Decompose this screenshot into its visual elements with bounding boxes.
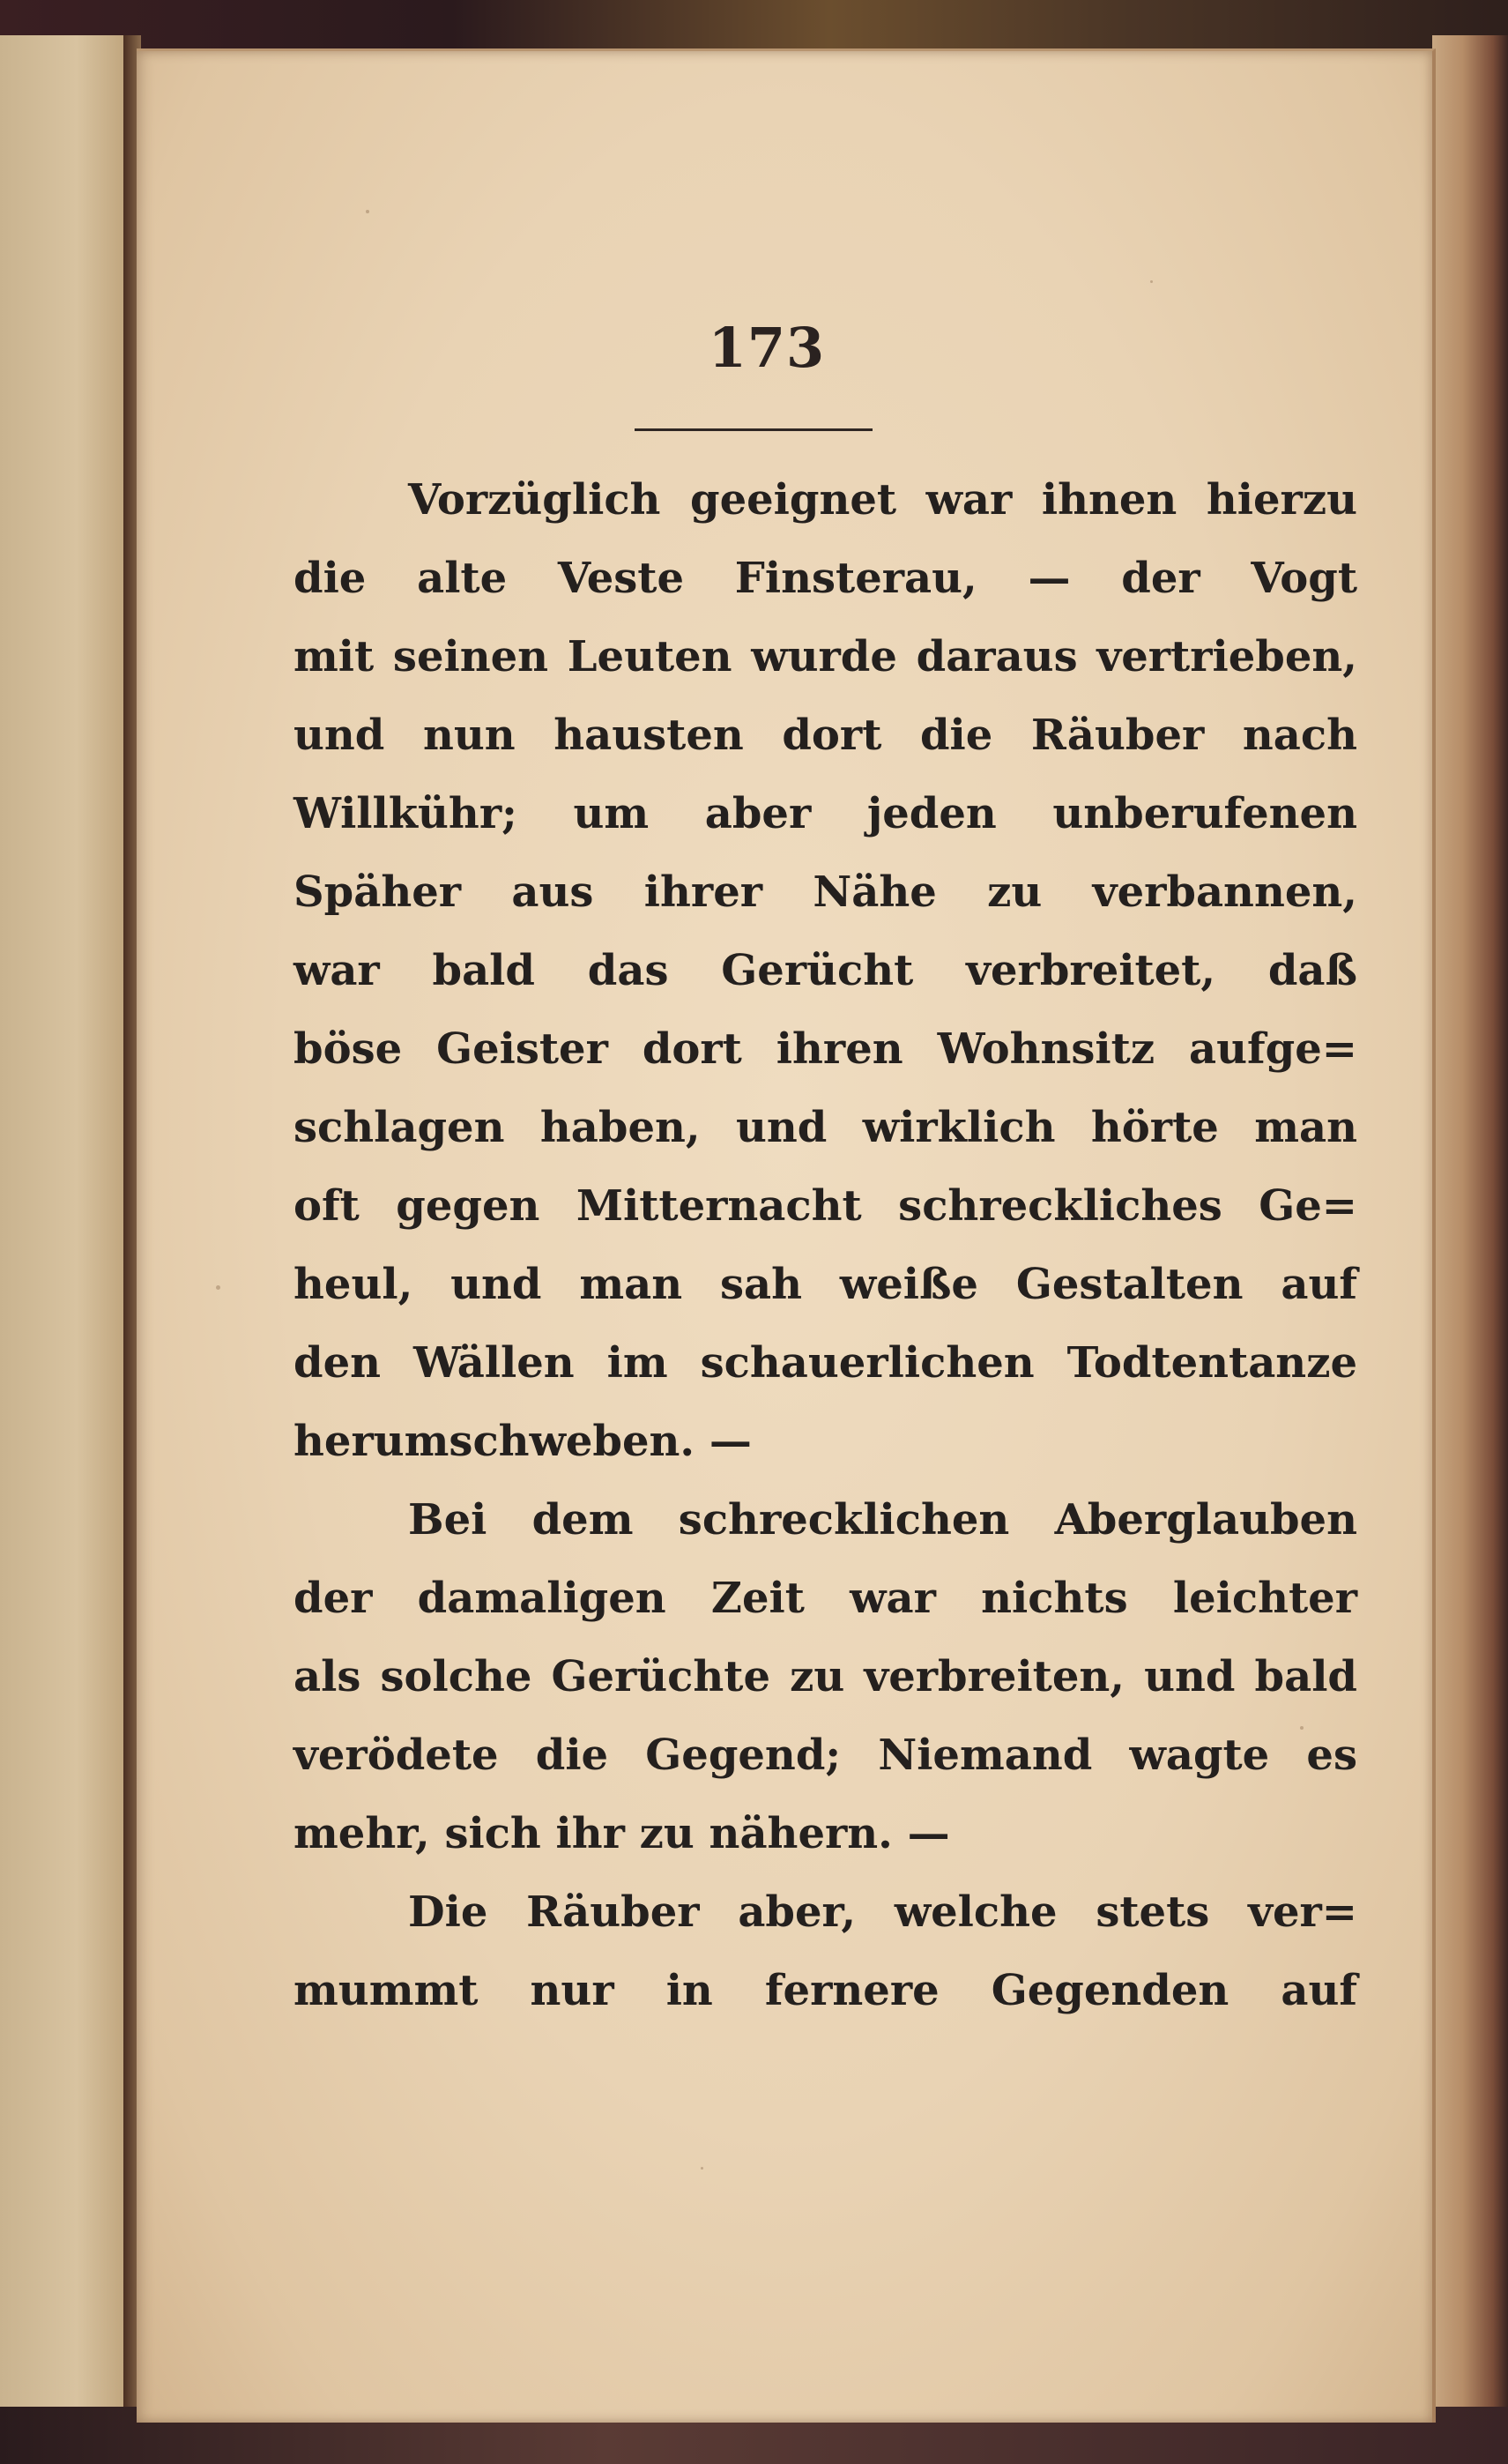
paper-speck [701, 2167, 703, 2170]
paper-speck [1150, 280, 1153, 283]
text-line: Die Räuber aber, welche stets ver= [408, 1887, 1357, 1937]
text-line: als solche Gerüchte zu verbreiten, und bald [293, 1652, 1357, 1701]
text-line: Vorzüglich geeignet war ihnen hierzu [408, 475, 1357, 525]
text-line: die alte Veste Finsterau, — der Vogt [293, 554, 1357, 603]
body-text [293, 461, 1357, 2030]
text-line: den Wällen im schauerlichen Todtentanze [293, 1338, 1357, 1388]
page-edge-stack [1432, 35, 1508, 2433]
text-line: mummt nur in fernere Gegenden auf [293, 1966, 1357, 2015]
text-line: und nun hausten dort die Räuber nach [293, 711, 1357, 760]
left-facing-page [0, 35, 133, 2416]
text-line: oft gegen Mitternacht schreckliches Ge= [293, 1181, 1357, 1231]
text-line: Späher aus ihrer Nähe zu verbannen, [293, 867, 1357, 917]
header-rule [635, 428, 873, 431]
text-line: heul, und man sah weiße Gestalten auf [293, 1260, 1357, 1309]
paper-speck [366, 210, 369, 213]
text-line: böse Geister dort ihren Wohnsitz aufge= [293, 1024, 1357, 1074]
page-header [137, 316, 1432, 380]
text-line: Bei dem schrecklichen Aberglauben [408, 1495, 1357, 1545]
text-line: mit seinen Leuten wurde daraus vertrieben, [293, 632, 1357, 681]
text-line: mehr, sich ihr zu nähern. — [293, 1809, 950, 1858]
book-page [137, 48, 1436, 2423]
text-line: verödete die Gegend; Niemand wagte es [293, 1731, 1357, 1780]
text-line: der damaligen Zeit war nichts leichter [293, 1574, 1357, 1623]
text-line: herumschweben. — [293, 1417, 752, 1466]
text-line: Willkühr; um aber jeden unberufenen [293, 789, 1357, 838]
text-line: war bald das Gerücht verbreitet, daß [293, 946, 1357, 995]
paper-speck [216, 1285, 220, 1290]
page-number: 173 [708, 316, 826, 380]
text-line: schlagen haben, und wirklich hörte man [293, 1103, 1357, 1152]
